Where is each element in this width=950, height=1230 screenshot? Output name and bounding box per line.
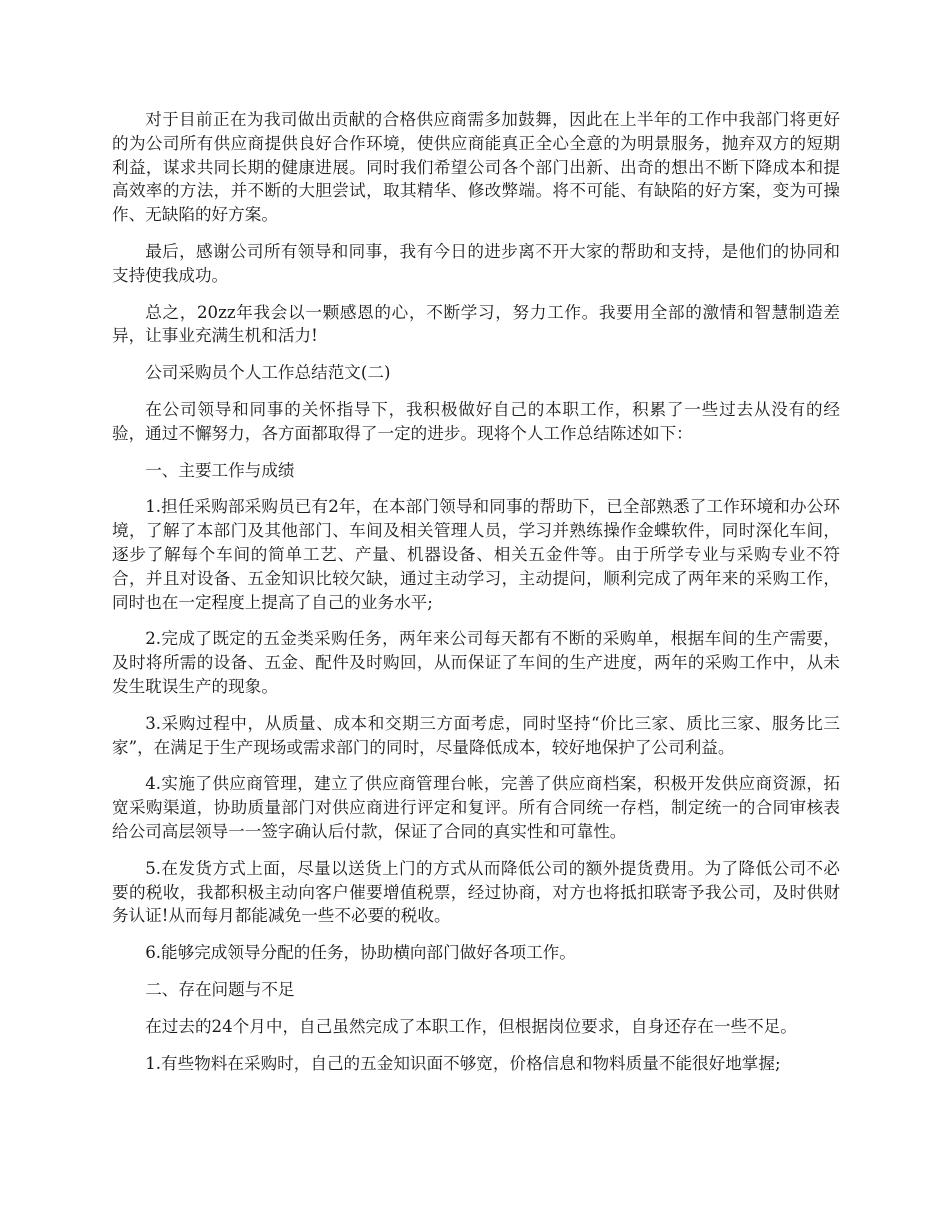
document-body xyxy=(112,108,840,1088)
paragraph-intro-summary: 在公司领导和同事的关怀指导下，我积极做好自己的本职工作，积累了一些过去从没有的经验，通过不懈努力，各方面都取得了一定的进步。现将个人工作总结陈述如下： xyxy=(112,399,840,443)
list-item-5: 5.在发货方式上面，尽量以送货上门的方式从而降低公司的额外提货费用。为了降低公司不必要的税收，我都积极主动向客户催要增值税票，经过协商，对方也将抵扣联寄予我公司，及时供财务认证!从而每月都能减免一些不必要的税收。 xyxy=(112,858,840,926)
section-title: 公司采购员个人工作总结范文(二) xyxy=(145,363,391,383)
heading-problems: 二、存在问题与不足 xyxy=(145,979,295,999)
list-item-1: 1.担任采购部采购员已有2年，在本部门领导和同事的帮助下，已全部熟悉了工作环境和办公环境，了解了本部门及其他部门、车间及相关管理人员，学习并熟练操作金蝶软件，同时深化车间，逐步了解每个车间的简单工艺、产量、机器设备、相关五金件等。由于所学专业与采购专业不符合，并且对设备、五金知识比较欠缺，通过主动学习，主动提问，顺利完成了两年来的采购工作，同时也在一定程度上提高了自己的业务水平; xyxy=(112,497,840,612)
paragraph-problems-intro: 在过去的24个月中，自己虽然完成了本职工作，但根据岗位要求，自身还存在一些不足。 xyxy=(145,1016,797,1036)
list-item-6: 6.能够完成领导分配的任务，协助横向部门做好各项工作。 xyxy=(145,943,576,963)
list-item-2: 2.完成了既定的五金类采购任务，两年来公司每天都有不断的采购单，根据车间的生产需要，及时将所需的设备、五金、配件及时购回，从而保证了车间的生产进度，两年的采购工作中，从未发生耽误生产的现象。 xyxy=(112,629,840,696)
paragraph-thanks: 最后，感谢公司所有领导和同事，我有今日的进步离不开大家的帮助和支持，是他们的协同和支持使我成功。 xyxy=(112,241,840,285)
list-item-3: 3.采购过程中，从质量、成本和交期三方面考虑，同时坚持“价比三家、质比三家、服务比三家”，在满足于生产现场或需求部门的同时，尽量降低成本，较好地保护了公司利益。 xyxy=(112,713,840,757)
paragraph-intro-supplier: 对于目前正在为我司做出贡献的合格供应商需多加鼓舞，因此在上半年的工作中我部门将更好的为公司所有供应商提供良好合作环境，使供应商能真正全心全意的为明景服务，抛弃双方的短期利益，谋求共同长期的健康进展。同时我们希望公司各个部门出新、出奇的想出不断下降成本和提高效率的方法，并不断的大胆尝试，取其精华、修改弊端。将不可能、有缺陷的好方案，变为可操作、无缺陷的好方案。 xyxy=(112,110,840,225)
problem-item-1: 1.有些物料在采购时，自己的五金知识面不够宽，价格信息和物料质量不能很好地掌握; xyxy=(145,1053,781,1073)
heading-main-work: 一、主要工作与成绩 xyxy=(145,460,295,480)
list-item-4: 4.实施了供应商管理，建立了供应商管理台帐，完善了供应商档案，积极开发供应商资源，拓宽采购渠道，协助质量部门对供应商进行评定和复评。所有合同统一存档，制定统一的合同审核表给公司高层领导一一签字确认后付款，保证了合同的真实性和可靠性。 xyxy=(112,774,840,841)
paragraph-conclusion: 总之，20zz年我会以一颗感恩的心，不断学习，努力工作。我要用全部的激情和智慧制造差异，让事业充满生机和活力! xyxy=(112,302,840,346)
